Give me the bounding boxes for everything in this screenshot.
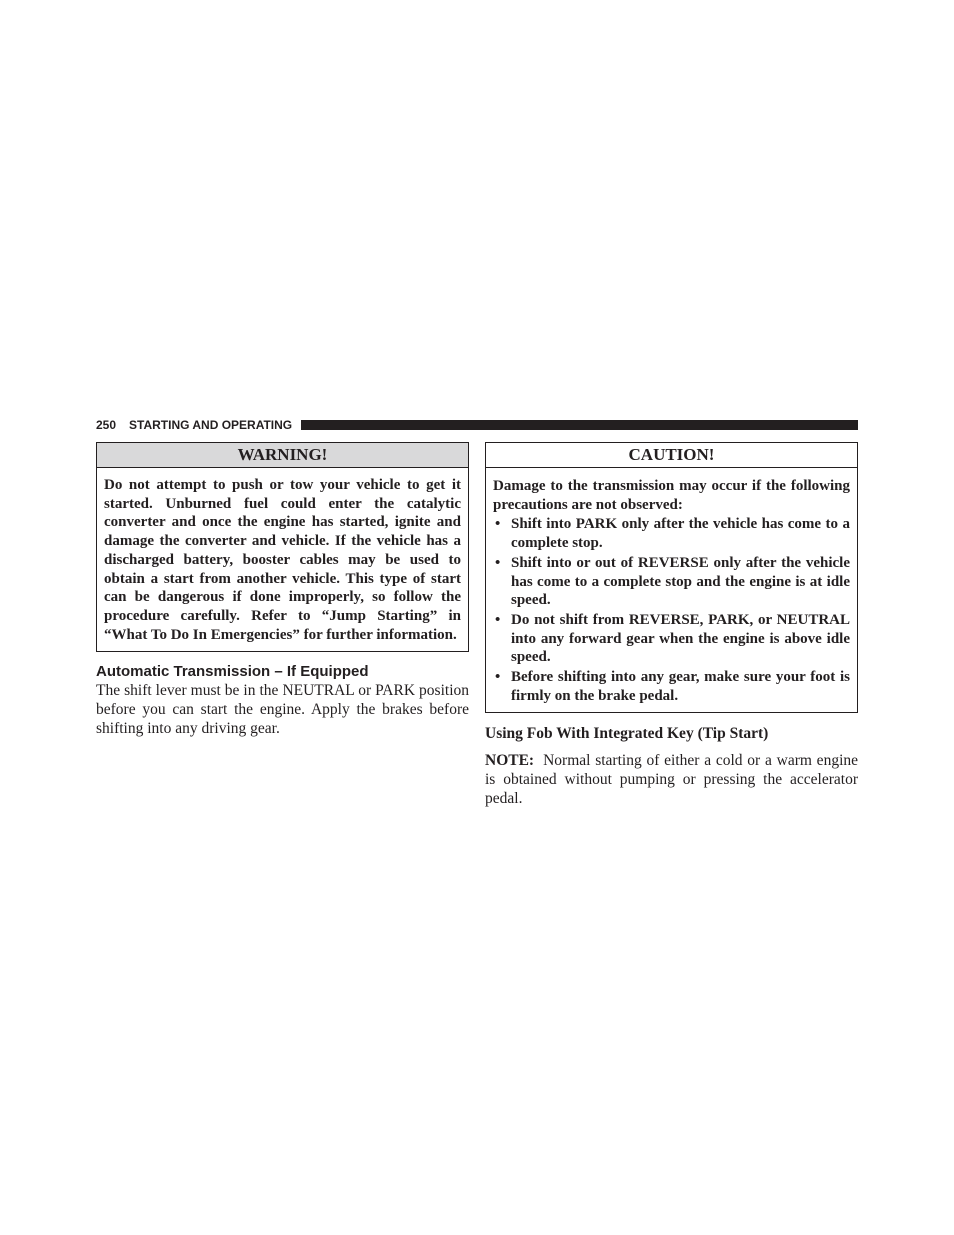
warning-text: Do not attempt to push or tow your vehicle to get it started. Unburned fuel could enter the catalytic converter and once the engine has started, ignite and damage the converter and vehicle. If the vehicle has a discharged battery, booster cables may be used to obtain a start from another vehicle. This type of start can be dangerous if done improperly, so follow the procedure carefully. Refer to “Jump Starting” in “What To Do In Emergencies” for further information. (104, 477, 461, 643)
caution-list (493, 515, 850, 705)
section-title: STARTING AND OPERATING (129, 418, 293, 432)
list-item: • Shift into PARK only after the vehicle has come to a complete stop. (495, 516, 850, 552)
warning-box (96, 442, 469, 652)
note-paragraph (485, 752, 858, 808)
left-column (96, 442, 469, 738)
bullet-icon: • (495, 554, 501, 571)
list-item: • Do not shift from REVERSE, PARK, or NEUTRAL into any forward gear when the engine is above idle speed. (495, 611, 850, 666)
automatic-transmission-text: The shift lever must be in the NEUTRAL or PARK position before you can start the engine. Apply the brakes before shifting into any driving gear. (96, 682, 469, 737)
right-column (485, 442, 858, 809)
caution-box (485, 442, 858, 713)
warning-title: WARNING! (97, 443, 468, 468)
note-text: Normal starting of either a cold or a warm engine is obtained without pumping or pressing the accelerator pedal. (485, 752, 858, 807)
list-item: • Before shifting into any gear, make sure your foot is firmly on the brake pedal. (495, 669, 850, 704)
page-header (96, 418, 858, 432)
header-rule (301, 420, 858, 430)
bullet-icon: • (495, 669, 501, 686)
bullet-icon: • (495, 611, 501, 628)
bullet-icon: • (495, 516, 501, 533)
automatic-transmission-heading: Automatic Transmission – If Equipped (96, 663, 369, 681)
caution-title: CAUTION! (486, 443, 857, 468)
page-number: 250 (96, 418, 117, 432)
note-label: NOTE: (485, 752, 535, 770)
fob-heading: Using Fob With Integrated Key (Tip Start) (485, 725, 769, 743)
caution-intro: Damage to the transmission may occur if the following precautions are not observed: (493, 478, 850, 513)
list-item: • Shift into or out of REVERSE only after the vehicle has come to a complete stop and the engine is at idle speed. (495, 554, 850, 609)
caution-body (486, 468, 857, 712)
